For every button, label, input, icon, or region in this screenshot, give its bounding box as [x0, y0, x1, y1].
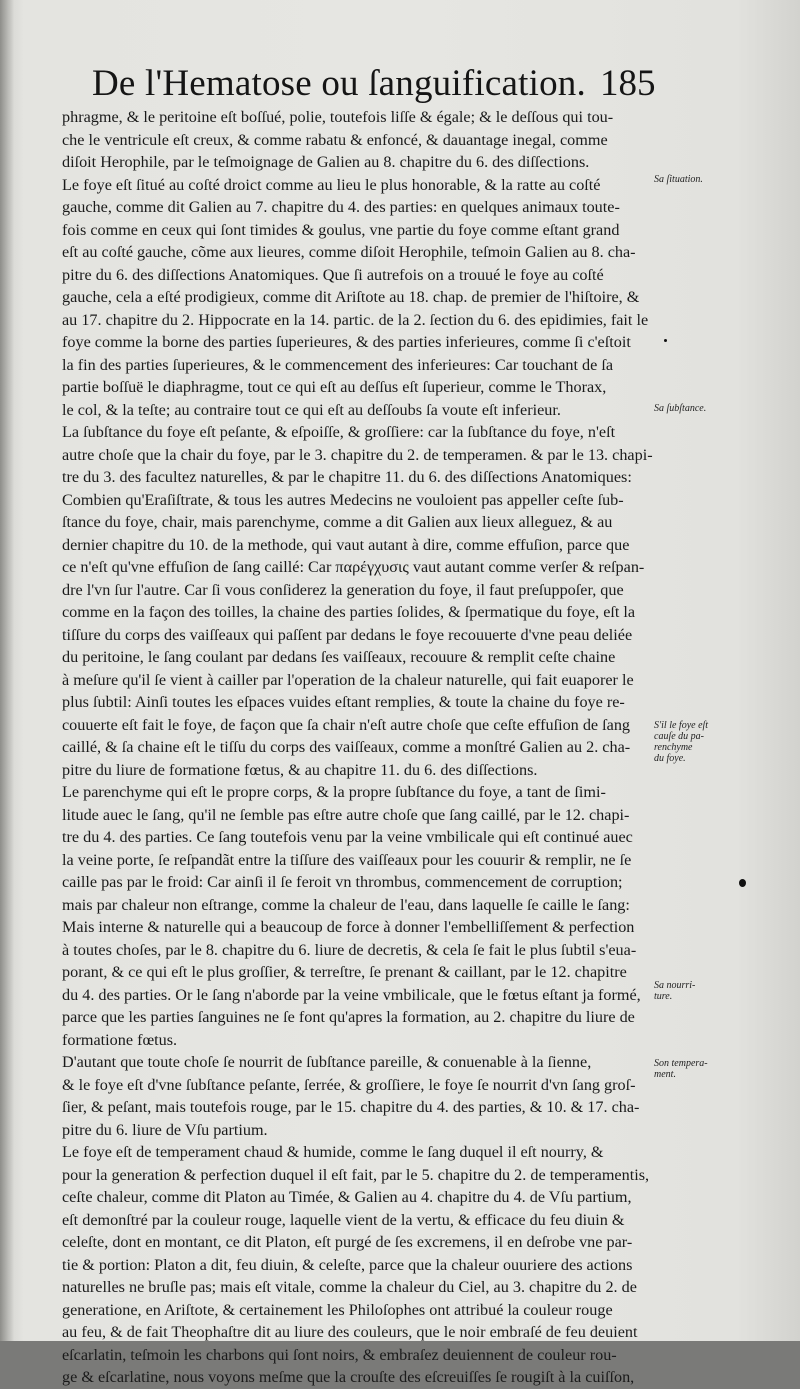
running-title: De l'Hematose ou ſanguification.	[92, 63, 586, 104]
text-line: La ſubſtance du foye eſt peſante, & eſpoiſſe, & groſſiere: car la ſubſtance du foye, n'eſt	[62, 423, 616, 441]
text-line: le col, & la teſte; au contraire tout ce qui eſt au deſſoubs ſa voute eſt inferieur.	[62, 400, 561, 419]
text-line: Mais interne & naturelle qui a beaucoup de force à donner l'embelliſſement & perfection	[62, 918, 635, 936]
margin-note-temperament: Son tempera- ment.	[654, 1058, 708, 1080]
margin-note-situation: Sa ſituation.	[654, 174, 703, 185]
page-number: 185	[600, 63, 656, 104]
text-line: la fin des parties ſuperieures, & le commencement des inferieures: Car touchant de ſa	[62, 355, 614, 374]
text-line: caillé, & ſa chaine eſt le tiſſu du corps des vaiſſeaux, comme a monſtré Galien au 2. cha-	[62, 738, 631, 756]
body-text	[62, 106, 657, 1389]
text-line: à meſure qu'il ſe vient à cailler par l'operation de la chaleur naturelle, qui fait euaporer le	[62, 670, 634, 689]
text-line: che le ventricule eſt creux, & comme rabatu & enfoncé, & dauantage inegal, comme	[62, 130, 608, 149]
text-line: fois comme en ceux qui ſont timides & goulus, vne partie du foye comme eſtant grand	[62, 220, 620, 239]
text-line: pour la generation & perfection duquel il eſt fait, par le 5. chapitre du 2. de temperamentis,	[62, 1165, 650, 1184]
text-line: au 17. chapitre du 2. Hippocrate en la 14. partic. de la 2. ſection du 6. des epidimies, fait le	[62, 310, 649, 329]
text-line: formatione fœtus.	[62, 1030, 178, 1049]
text-line: au feu, & de fait Theophaſtre dit au liure des couleurs, que le noir embraſé de feu deuient	[62, 1323, 638, 1341]
text-line: pitre du 6. des diſſections Anatomiques. Que ſi autrefois on a trouué le foye au coſté	[62, 265, 604, 284]
text-line: à toutes choſes, par le 8. chapitre du 6. liure de decretis, & cela ſe fait le plus ſubtil s'eua-	[62, 940, 637, 959]
text-line: couuerte eſt fait le foye, de façon que ſa chair n'eſt autre choſe que ceſte effuſion de ſang	[62, 715, 631, 734]
margin-note-nourriture: Sa nourri- ture.	[654, 980, 696, 1002]
text-line: plus ſubtil: Ainſi toutes les eſpaces vuides eſtant remplies, & toute la chaine du foye re-	[62, 693, 625, 711]
text-line: ſier, & peſant, mais toutefois rouge, par le 15. chapitre du 4. des parties, & 10. & 17. cha-	[62, 1098, 640, 1116]
text-line: pitre du 6. liure de Vſu partium.	[62, 1120, 268, 1139]
text-line: tiſſure du corps des vaiſſeaux qui paſſent par dedans le foye recouuerte d'vne peau deliée	[62, 625, 633, 644]
text-line: du 4. des parties. Or le ſang n'aborde par la veine vmbilicale, que le fœtus eſtant ja formé,	[62, 985, 641, 1004]
margin-note-substance: Sa ſubſtance.	[654, 403, 707, 414]
ink-speck	[739, 879, 746, 887]
text-line: D'autant que toute choſe ſe nourrit de ſubſtance pareille, & conuenable à la ſienne,	[62, 1053, 592, 1071]
text-line: du peritoine, le ſang coulant par dedans ſes vaiſſeaux, recouure & remplit ceſte chaine	[62, 648, 616, 666]
text-line: foye comme la borne des parties ſuperieures, & des parties inferieures, comme ſi c'eſtoit	[62, 333, 631, 351]
text-line: eſcarlatin, teſmoin les charbons qui ſont noirs, & embraſez deuiennent de couleur rou-	[62, 1345, 617, 1364]
text-line: ge & eſcarlatine, nous voyons meſme que la crouſte des eſcreuiſſes ſe rougiſt à la cuiſſon,	[62, 1368, 635, 1386]
text-line: dre l'vn ſur l'autre. Car ſi vous conſiderez la generation du foye, il faut preſuppoſer, que	[62, 580, 624, 599]
text-line: tre du 4. des parties. Ce ſang toutefois venu par la veine vmbilicale qui eſt continué auec	[62, 828, 633, 846]
text-line: Le parenchyme qui eſt le propre corps, & la propre ſubſtance du foye, a tant de ſimi-	[62, 783, 606, 801]
text-line: Le foye eſt de temperament chaud & humide, comme le ſang duquel il eſt nourry, &	[62, 1143, 604, 1161]
text-line: eſt au coſté gauche, cõme aux lieures, comme diſoit Herophile, teſmoin Galien au 8. cha-	[62, 243, 636, 261]
text-line: eſt demonſtré par la couleur rouge, laquelle vient de la vertu, & efficace du feu diuin &	[62, 1210, 625, 1229]
text-line: la veine porte, ſe reſpandãt entre la tiſſure des vaiſſeaux pour les couurir & remplir, ne ſe	[62, 850, 632, 869]
text-line: parce que les parties ſanguines ne ſe font qu'apres la formation, au 2. chapitre du liure de	[62, 1008, 635, 1026]
text-line: diſoit Herophile, par le teſmoignage de Galien au 8. chapitre du 6. des diſſections.	[62, 153, 590, 171]
text-line: gauche, cela a eſté prodigieux, comme dit Ariſtote au 18. chap. de premier de l'hiſtoire, &	[62, 288, 640, 306]
text-line: phragme, & le peritoine eſt boſſué, polie, toutefois liſſe & égale; & le deſſous qui tou-	[62, 108, 614, 126]
text-line: caille pas par le froid: Car ainſi il ſe feroit vn thrombus, commencement de corruption;	[62, 873, 623, 891]
text-line: generatione, en Ariſtote, & certainement les Philoſophes ont attribué la couleur rouge	[62, 1300, 613, 1319]
text-line: ſtance du foye, chair, mais parenchyme, comme a dit Galien aux lieux alleguez, & au	[62, 513, 613, 531]
text-line: dernier chapitre du 10. de la methode, qui vaut autant à dire, comme effuſion, parce que	[62, 535, 630, 554]
text-line: partie boſſuë le diaphragme, tout ce qui eſt au deſſus eſt ſuperieur, comme le Thorax,	[62, 378, 607, 396]
text-line: mais par chaleur non eſtrange, comme la chaleur de l'eau, dans laquelle ſe caille le ſang:	[62, 895, 630, 914]
page-spine-shadow	[0, 0, 14, 1341]
text-line: tie & portion: Platon a dit, feu diuin, & celeſte, parce que la chaleur ouuriere des actions	[62, 1255, 633, 1274]
text-line: porant, & ce qui eſt le plus groſſier, & terreſtre, ſe prenant & caillant, par le 12. chapitre	[62, 963, 627, 981]
text-line: pitre du liure de formatione fœtus, & au chapitre 11. du 6. des diſſections.	[62, 760, 538, 779]
text-line: gauche, comme dit Galien au 7. chapitre du 4. des parties: en quelques animaux toute-	[62, 198, 620, 216]
text-line: comme en la façon des toilles, la chaine des parties ſolides, & ſpermatique du foye, eſt la	[62, 603, 636, 621]
text-line: & le foye eſt d'vne ſubſtance peſante, ſerrée, & groſſiere, le foye ſe nourrit d'vn ſang groſ-	[62, 1075, 636, 1094]
ink-speck	[664, 339, 667, 342]
page-header	[92, 62, 662, 106]
text-line: autre choſe que la chair du foye, par le 3. chapitre du 2. de temperamen. & par le 13. chapi-	[62, 445, 653, 464]
text-line: litude auec le ſang, qu'il ne ſemble pas eſtre autre choſe que ſang caillé, par le 12. chapi-	[62, 805, 630, 824]
margin-note-parenchyme: S'il le foye eſt cauſe du pa- renchyme du foye.	[654, 720, 709, 764]
margin-notes	[654, 0, 794, 1341]
text-line: celeſte, dont en montant, ce dit Platon, eſt purgé de ſes excremens, il en deſrobe vne par-	[62, 1233, 633, 1251]
text-line: tre du 3. des facultez naturelles, & par le chapitre 11. du 6. des diſſections Anatomiques:	[62, 468, 632, 486]
text-line: ceſte chaleur, comme dit Platon au Timée, & Galien au 4. chapitre du 4. de Vſu partium,	[62, 1188, 632, 1206]
text-line: ce n'eſt qu'vne effuſion de ſang caillé: Car παρέγχυσις vaut autant comme verſer & reſpan-	[62, 558, 645, 576]
text-line: naturelles ne bruſle pas; mais eſt vitale, comme la chaleur du Ciel, au 3. chapitre du 2. de	[62, 1278, 637, 1296]
text-line: Combien qu'Eraſiſtrate, & tous les autres Medecins ne vouloient pas appeller ceſte ſub-	[62, 490, 624, 509]
text-line: Le foye eſt ſitué au coſté droict comme au lieu le plus honorable, & la ratte au coſté	[62, 175, 601, 194]
